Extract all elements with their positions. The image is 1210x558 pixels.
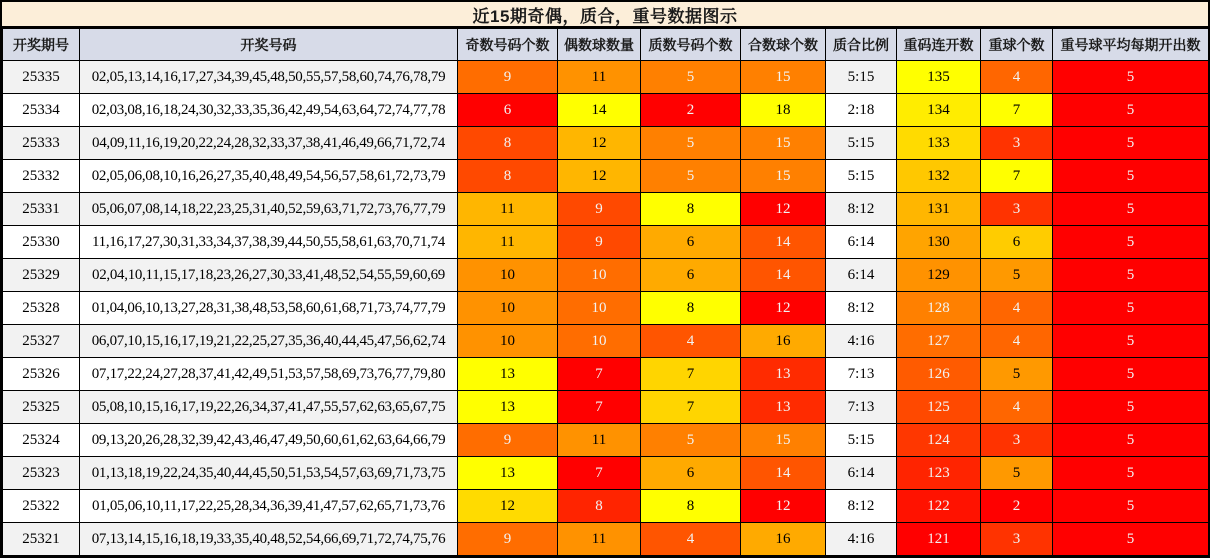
cell-ratio: 8:12 [826, 193, 897, 226]
cell-prime-count: 8 [641, 193, 741, 226]
cell-even-count: 11 [558, 523, 641, 556]
cell-repeat-streak: 132 [897, 160, 981, 193]
cell-even-count: 12 [558, 127, 641, 160]
cell-odd-count: 9 [458, 523, 558, 556]
cell-even-count: 10 [558, 292, 641, 325]
cell-even-count: 8 [558, 490, 641, 523]
cell-odd-count: 13 [458, 457, 558, 490]
cell-repeat-avg: 5 [1053, 424, 1209, 457]
cell-prime-count: 5 [641, 61, 741, 94]
cell-prime-count: 5 [641, 160, 741, 193]
table-row [3, 94, 1209, 127]
cell-ratio: 6:14 [826, 226, 897, 259]
cell-ratio: 6:14 [826, 457, 897, 490]
cell-period: 25328 [3, 292, 80, 325]
col-header-prime-count: 质数号码个数 [641, 29, 741, 61]
cell-repeat-balls: 3 [981, 193, 1053, 226]
cell-composite-count: 18 [741, 94, 826, 127]
cell-repeat-streak: 127 [897, 325, 981, 358]
cell-period: 25330 [3, 226, 80, 259]
cell-ratio: 8:12 [826, 292, 897, 325]
cell-composite-count: 16 [741, 523, 826, 556]
cell-prime-count: 7 [641, 358, 741, 391]
cell-odd-count: 12 [458, 490, 558, 523]
cell-draw-numbers: 04,09,11,16,19,20,22,24,28,32,33,37,38,41,46,49,66,71,72,74 [80, 127, 458, 160]
cell-repeat-streak: 135 [897, 61, 981, 94]
cell-odd-count: 8 [458, 127, 558, 160]
col-header-period: 开奖期号 [3, 29, 80, 61]
cell-repeat-streak: 123 [897, 457, 981, 490]
cell-odd-count: 6 [458, 94, 558, 127]
cell-composite-count: 14 [741, 457, 826, 490]
cell-period: 25329 [3, 259, 80, 292]
col-header-numbers: 开奖号码 [80, 29, 458, 61]
cell-odd-count: 10 [458, 325, 558, 358]
cell-even-count: 10 [558, 325, 641, 358]
cell-repeat-avg: 5 [1053, 94, 1209, 127]
cell-composite-count: 13 [741, 358, 826, 391]
cell-even-count: 9 [558, 193, 641, 226]
cell-prime-count: 6 [641, 226, 741, 259]
cell-repeat-balls: 5 [981, 457, 1053, 490]
cell-period: 25323 [3, 457, 80, 490]
cell-ratio: 4:16 [826, 523, 897, 556]
cell-draw-numbers: 01,13,18,19,22,24,35,40,44,45,50,51,53,54,57,63,69,71,73,75 [80, 457, 458, 490]
cell-composite-count: 14 [741, 226, 826, 259]
cell-odd-count: 13 [458, 358, 558, 391]
table-row [3, 523, 1209, 556]
cell-repeat-balls: 3 [981, 424, 1053, 457]
cell-even-count: 7 [558, 391, 641, 424]
cell-composite-count: 15 [741, 424, 826, 457]
cell-composite-count: 16 [741, 325, 826, 358]
page-title: 近15期奇偶，质合，重号数据图示 [2, 2, 1208, 28]
cell-draw-numbers: 05,06,07,08,14,18,22,23,25,31,40,52,59,63,71,72,73,76,77,79 [80, 193, 458, 226]
cell-prime-count: 5 [641, 127, 741, 160]
cell-draw-numbers: 02,03,08,16,18,24,30,32,33,35,36,42,49,54,63,64,72,74,77,78 [80, 94, 458, 127]
col-header-repeat-avg: 重号球平均每期开出数 [1053, 29, 1209, 61]
cell-odd-count: 9 [458, 424, 558, 457]
cell-even-count: 12 [558, 160, 641, 193]
cell-even-count: 7 [558, 358, 641, 391]
cell-draw-numbers: 02,05,13,14,16,17,27,34,39,45,48,50,55,57,58,60,74,76,78,79 [80, 61, 458, 94]
table-row [3, 61, 1209, 94]
cell-ratio: 5:15 [826, 424, 897, 457]
cell-period: 25334 [3, 94, 80, 127]
cell-period: 25325 [3, 391, 80, 424]
cell-composite-count: 13 [741, 391, 826, 424]
cell-prime-count: 6 [641, 457, 741, 490]
cell-even-count: 7 [558, 457, 641, 490]
table-row [3, 490, 1209, 523]
cell-draw-numbers: 07,17,22,24,27,28,37,41,42,49,51,53,57,58,69,73,76,77,79,80 [80, 358, 458, 391]
cell-draw-numbers: 01,05,06,10,11,17,22,25,28,34,36,39,41,47,57,62,65,71,73,76 [80, 490, 458, 523]
cell-odd-count: 9 [458, 61, 558, 94]
cell-repeat-avg: 5 [1053, 490, 1209, 523]
cell-ratio: 5:15 [826, 61, 897, 94]
cell-repeat-balls: 7 [981, 160, 1053, 193]
cell-repeat-streak: 121 [897, 523, 981, 556]
cell-prime-count: 5 [641, 424, 741, 457]
cell-repeat-streak: 131 [897, 193, 981, 226]
cell-even-count: 9 [558, 226, 641, 259]
cell-repeat-streak: 126 [897, 358, 981, 391]
col-header-ratio: 质合比例 [826, 29, 897, 61]
cell-repeat-avg: 5 [1053, 259, 1209, 292]
cell-prime-count: 2 [641, 94, 741, 127]
cell-odd-count: 10 [458, 292, 558, 325]
cell-repeat-balls: 4 [981, 325, 1053, 358]
cell-repeat-avg: 5 [1053, 457, 1209, 490]
cell-odd-count: 8 [458, 160, 558, 193]
cell-period: 25332 [3, 160, 80, 193]
header-row [3, 29, 1209, 61]
table-row [3, 193, 1209, 226]
cell-prime-count: 6 [641, 259, 741, 292]
cell-even-count: 10 [558, 259, 641, 292]
cell-repeat-streak: 134 [897, 94, 981, 127]
cell-repeat-avg: 5 [1053, 358, 1209, 391]
cell-odd-count: 13 [458, 391, 558, 424]
cell-draw-numbers: 02,05,06,08,10,16,26,27,35,40,48,49,54,56,57,58,61,72,73,79 [80, 160, 458, 193]
lottery-stats-table [2, 28, 1209, 556]
cell-period: 25333 [3, 127, 80, 160]
cell-ratio: 7:13 [826, 391, 897, 424]
cell-ratio: 2:18 [826, 94, 897, 127]
cell-repeat-avg: 5 [1053, 292, 1209, 325]
cell-even-count: 11 [558, 61, 641, 94]
cell-repeat-avg: 5 [1053, 61, 1209, 94]
cell-repeat-avg: 5 [1053, 226, 1209, 259]
col-header-repeat-balls: 重球个数 [981, 29, 1053, 61]
cell-repeat-balls: 5 [981, 259, 1053, 292]
cell-ratio: 8:12 [826, 490, 897, 523]
table-body [3, 61, 1209, 556]
cell-repeat-streak: 122 [897, 490, 981, 523]
cell-composite-count: 14 [741, 259, 826, 292]
cell-repeat-avg: 5 [1053, 391, 1209, 424]
table-row [3, 424, 1209, 457]
cell-draw-numbers: 07,13,14,15,16,18,19,33,35,40,48,52,54,66,69,71,72,74,75,76 [80, 523, 458, 556]
cell-repeat-balls: 7 [981, 94, 1053, 127]
table-row [3, 127, 1209, 160]
cell-prime-count: 7 [641, 391, 741, 424]
cell-period: 25321 [3, 523, 80, 556]
cell-period: 25331 [3, 193, 80, 226]
cell-draw-numbers: 06,07,10,15,16,17,19,21,22,25,27,35,36,40,44,45,47,56,62,74 [80, 325, 458, 358]
col-header-repeat-streak: 重码连开数 [897, 29, 981, 61]
cell-repeat-avg: 5 [1053, 325, 1209, 358]
cell-repeat-balls: 4 [981, 391, 1053, 424]
cell-composite-count: 15 [741, 160, 826, 193]
cell-prime-count: 4 [641, 325, 741, 358]
cell-period: 25335 [3, 61, 80, 94]
cell-repeat-avg: 5 [1053, 523, 1209, 556]
cell-odd-count: 11 [458, 193, 558, 226]
cell-repeat-balls: 4 [981, 292, 1053, 325]
cell-ratio: 6:14 [826, 259, 897, 292]
cell-period: 25326 [3, 358, 80, 391]
cell-draw-numbers: 01,04,06,10,13,27,28,31,38,48,53,58,60,61,68,71,73,74,77,79 [80, 292, 458, 325]
cell-draw-numbers: 05,08,10,15,16,17,19,22,26,34,37,41,47,55,57,62,63,65,67,75 [80, 391, 458, 424]
cell-repeat-streak: 129 [897, 259, 981, 292]
cell-ratio: 5:15 [826, 160, 897, 193]
cell-draw-numbers: 02,04,10,11,15,17,18,23,26,27,30,33,41,48,52,54,55,59,60,69 [80, 259, 458, 292]
cell-repeat-avg: 5 [1053, 127, 1209, 160]
cell-draw-numbers: 09,13,20,26,28,32,39,42,43,46,47,49,50,60,61,62,63,64,66,79 [80, 424, 458, 457]
cell-repeat-balls: 2 [981, 490, 1053, 523]
table-row [3, 358, 1209, 391]
cell-repeat-balls: 5 [981, 358, 1053, 391]
table-row [3, 391, 1209, 424]
table-row [3, 292, 1209, 325]
cell-draw-numbers: 11,16,17,27,30,31,33,34,37,38,39,44,50,55,58,61,63,70,71,74 [80, 226, 458, 259]
cell-repeat-streak: 128 [897, 292, 981, 325]
cell-ratio: 7:13 [826, 358, 897, 391]
cell-period: 25322 [3, 490, 80, 523]
table-row [3, 325, 1209, 358]
cell-repeat-balls: 4 [981, 61, 1053, 94]
cell-period: 25324 [3, 424, 80, 457]
cell-repeat-balls: 6 [981, 226, 1053, 259]
cell-composite-count: 15 [741, 127, 826, 160]
cell-repeat-streak: 124 [897, 424, 981, 457]
cell-repeat-streak: 130 [897, 226, 981, 259]
cell-even-count: 14 [558, 94, 641, 127]
cell-prime-count: 8 [641, 490, 741, 523]
cell-repeat-balls: 3 [981, 523, 1053, 556]
cell-even-count: 11 [558, 424, 641, 457]
table-row [3, 259, 1209, 292]
table-row [3, 457, 1209, 490]
cell-composite-count: 12 [741, 292, 826, 325]
cell-period: 25327 [3, 325, 80, 358]
cell-composite-count: 15 [741, 61, 826, 94]
cell-repeat-streak: 125 [897, 391, 981, 424]
cell-repeat-balls: 3 [981, 127, 1053, 160]
cell-ratio: 5:15 [826, 127, 897, 160]
cell-composite-count: 12 [741, 490, 826, 523]
col-header-even-count: 偶数球数量 [558, 29, 641, 61]
cell-composite-count: 12 [741, 193, 826, 226]
table-row [3, 160, 1209, 193]
table-row [3, 226, 1209, 259]
col-header-odd-count: 奇数号码个数 [458, 29, 558, 61]
cell-repeat-avg: 5 [1053, 193, 1209, 226]
cell-prime-count: 8 [641, 292, 741, 325]
cell-repeat-streak: 133 [897, 127, 981, 160]
cell-odd-count: 11 [458, 226, 558, 259]
cell-ratio: 4:16 [826, 325, 897, 358]
cell-odd-count: 10 [458, 259, 558, 292]
col-header-composite-count: 合数球个数 [741, 29, 826, 61]
cell-repeat-avg: 5 [1053, 160, 1209, 193]
cell-prime-count: 4 [641, 523, 741, 556]
